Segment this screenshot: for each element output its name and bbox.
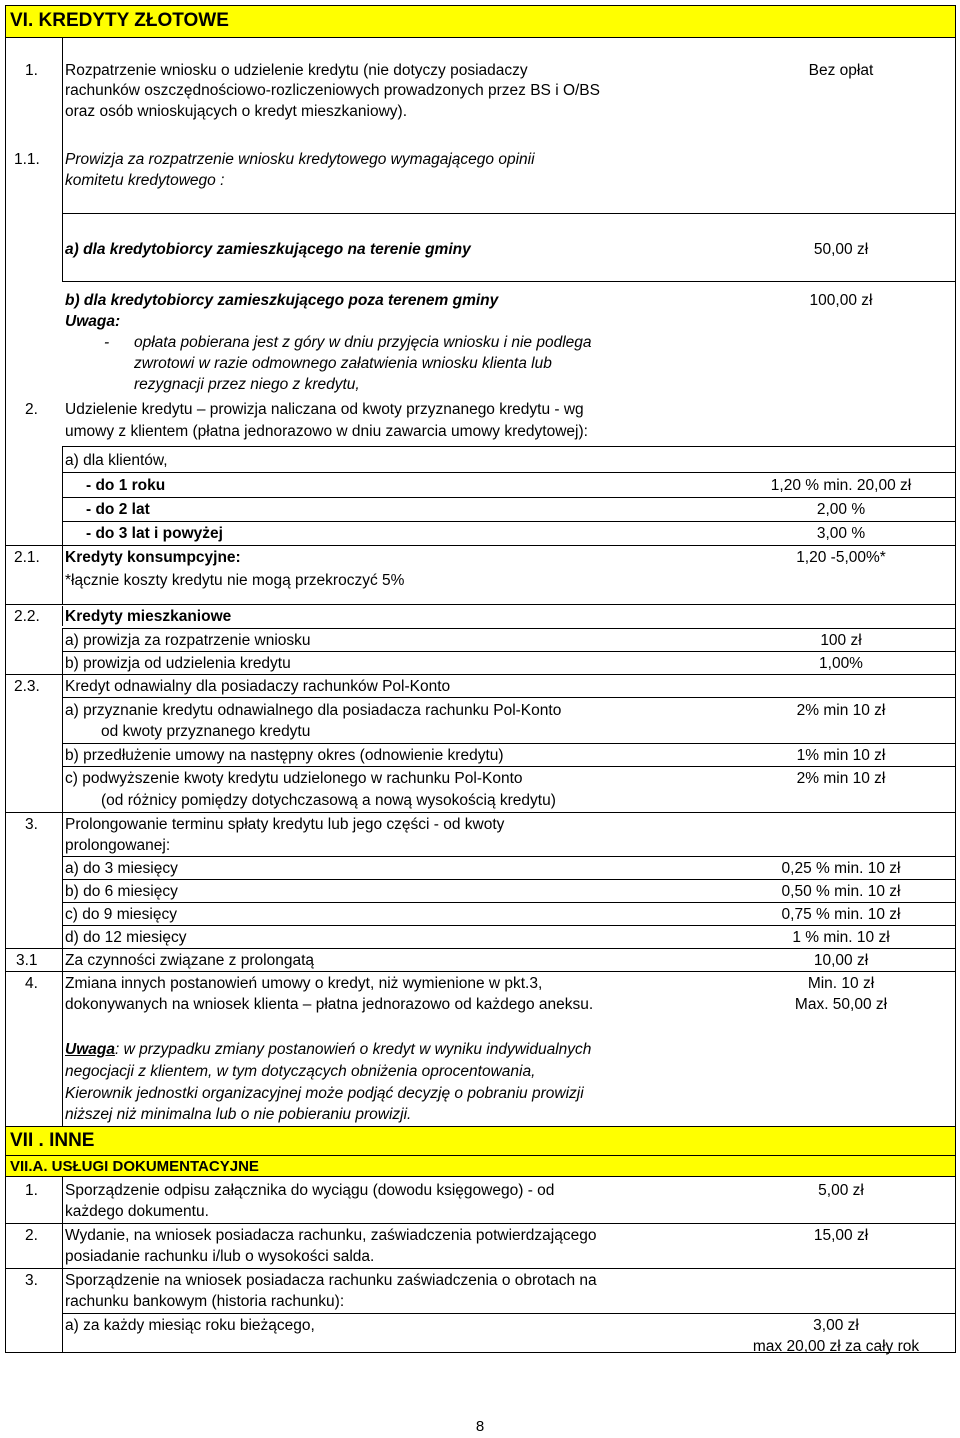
- item-text: b) do 6 miesięcy: [65, 883, 178, 900]
- fee-value: 1,20 % min. 20,00 zł: [770, 477, 912, 494]
- subsection-header: [6, 1155, 955, 1177]
- item-text: c) podwyższenie kwoty kredytu udzielonego w rachunku Pol-Konto: [65, 770, 523, 787]
- fee-value: max 20,00 zł za cały rok: [752, 1338, 920, 1355]
- item-text: posiadanie rachunku i/lub o wysokości salda.: [65, 1248, 375, 1265]
- fee-table: [5, 5, 956, 1353]
- footnote: Uwaga: w przypadku zmiany postanowień o kredyt w wyniku indywidualnych: [65, 1041, 592, 1058]
- fee-value: Max. 50,00 zł: [794, 996, 888, 1013]
- section-title: VI. KREDYTY ZŁOTOWE: [10, 10, 229, 31]
- note-label: Uwaga:: [65, 313, 121, 330]
- item-text: Udzielenie kredytu – prowizja naliczana od kwoty przyznanego kredytu - wg: [65, 401, 584, 418]
- fee-value: 10,00 zł: [813, 952, 869, 969]
- item-text: Kredyty konsumpcyjne:: [65, 549, 241, 566]
- item-text: - do 2 lat: [86, 501, 150, 518]
- item-text: Sporządzenie odpisu załącznika do wyciągu (dowodu księgowego) - od: [65, 1182, 555, 1199]
- item-text: komitetu kredytowego :: [65, 172, 225, 189]
- fee-value: 0,25 % min. 10 zł: [781, 860, 901, 877]
- item-text: Rozpatrzenie wniosku o udzielenie kredytu (nie dotyczy posiadaczy: [65, 62, 528, 79]
- item-text: dokonywanych na wniosek klienta – płatna jednorazowo od każdego aneksu.: [65, 996, 594, 1013]
- fee-value: 100,00 zł: [809, 292, 873, 309]
- fee-value: 3,00 zł: [813, 1317, 859, 1334]
- fee-value: 50,00 zł: [813, 241, 869, 258]
- item-text: Kredyty mieszkaniowe: [65, 608, 232, 625]
- item-text: a) prowizja za rozpatrzenie wniosku: [65, 632, 311, 649]
- item-text: Sporządzenie na wniosek posiadacza rachunku zaświadczenia o obrotach na: [65, 1272, 597, 1289]
- note-text: rezygnacji przez niego z kredytu,: [134, 376, 360, 393]
- item-text: Zmiana innych postanowień umowy o kredyt, niż wymienione w pkt.3,: [65, 975, 543, 992]
- item-text: od kwoty przyznanego kredytu: [101, 723, 311, 740]
- item-text: b) dla kredytobiorcy zamieszkującego poza terenem gminy: [65, 292, 499, 309]
- fee-value: 1% min 10 zł: [796, 747, 886, 764]
- footnote: negocjacji z klientem, w tym dotyczących obniżenia oprocentowania,: [65, 1063, 536, 1080]
- item-number: 1.1.: [14, 151, 40, 168]
- item-number: 3.: [25, 816, 38, 833]
- item-text: oraz osób wnioskujących o kredyt mieszkaniowy).: [65, 103, 407, 120]
- item-text: (od różnicy pomiędzy dotychczasową a nową wysokością kredytu): [101, 792, 556, 809]
- item-text: b) przedłużenie umowy na następny okres (odnowienie kredytu): [65, 747, 504, 764]
- item-text: - do 3 lat i powyżej: [86, 525, 223, 542]
- item-text: umowy z klientem (płatna jednorazowo w dniu zawarcia umowy kredytowej):: [65, 423, 588, 440]
- item-text: b) prowizja od udzielenia kredytu: [65, 655, 291, 672]
- footnote: niższej niż minimalna lub o nie pobieraniu prowizji.: [65, 1106, 412, 1123]
- item-text: a) przyznanie kredytu odnawialnego dla posiadacza rachunku Pol-Konto: [65, 702, 562, 719]
- item-text: a) dla klientów,: [65, 452, 168, 469]
- item-number: 2.2.: [14, 608, 40, 625]
- item-text: *łącznie koszty kredytu nie mogą przekroczyć 5%: [65, 572, 405, 589]
- fee-value: 2% min 10 zł: [796, 702, 886, 719]
- item-number: 2.3.: [14, 678, 40, 695]
- item-number: 2.: [25, 401, 38, 418]
- column-divider: [62, 606, 63, 626]
- item-number: 4.: [25, 975, 38, 992]
- fee-value: 3,00 %: [816, 525, 866, 542]
- note-text: zwrotowi w razie odmownego załatwienia wniosku klienta lub: [134, 355, 552, 372]
- fee-value: 0,75 % min. 10 zł: [781, 906, 901, 923]
- footnote: Kierownik jednostki organizacyjnej może podjąć decyzję o pobraniu prowizji: [65, 1085, 584, 1102]
- fee-value: 2,00 %: [816, 501, 866, 518]
- section-header: [6, 6, 955, 38]
- item-number: 1.: [25, 1182, 38, 1199]
- item-number: 1.: [25, 62, 38, 79]
- page-number: 8: [475, 1418, 485, 1435]
- item-text: Kredyt odnawialny dla posiadaczy rachunków Pol-Konto: [65, 678, 451, 695]
- item-text: rachunków oszczędnościowo-rozliczeniowych prowadzonych przez BS i O/BS: [65, 82, 600, 99]
- item-text: - do 1 roku: [86, 477, 166, 494]
- fee-value: Min. 10 zł: [807, 975, 875, 992]
- fee-value: 1,00%: [819, 655, 863, 672]
- note-dash: -: [104, 334, 110, 351]
- item-text: Prolongowanie terminu spłaty kredytu lub jego części - od kwoty: [65, 816, 505, 833]
- fee-value: 0,50 % min. 10 zł: [781, 883, 901, 900]
- fee-value: 1,20 -5,00%*: [796, 549, 886, 566]
- fee-value: 1 % min. 10 zł: [792, 929, 890, 946]
- item-text: c) do 9 miesięcy: [65, 906, 177, 923]
- item-text: a) dla kredytobiorcy zamieszkującego na terenie gminy: [65, 241, 471, 258]
- item-text: Za czynności związane z prolongatą: [65, 952, 314, 969]
- fee-value: 5,00 zł: [818, 1182, 864, 1199]
- item-number: 3.: [25, 1272, 38, 1289]
- fee-value: 15,00 zł: [813, 1227, 869, 1244]
- item-number: 2.1.: [14, 549, 40, 566]
- fee-value: 2% min 10 zł: [796, 770, 886, 787]
- item-text: rachunku bankowym (historia rachunku):: [65, 1293, 345, 1310]
- item-text: a) za każdy miesiąc roku bieżącego,: [65, 1317, 315, 1334]
- item-text: Wydanie, na wniosek posiadacza rachunku, zaświadczenia potwierdzającego: [65, 1227, 597, 1244]
- section-header: [6, 1126, 955, 1156]
- subsection-title: VII.A. USŁUGI DOKUMENTACYJNE: [10, 1158, 259, 1175]
- column-divider: [62, 38, 63, 218]
- fee-value: Bez opłat: [808, 62, 874, 79]
- item-text: d) do 12 miesięcy: [65, 929, 187, 946]
- item-number: 3.1: [16, 952, 38, 969]
- item-text: każdego dokumentu.: [65, 1203, 209, 1220]
- section-title: VII . INNE: [10, 1130, 95, 1151]
- fee-value: 100 zł: [820, 632, 862, 649]
- item-number: 2.: [25, 1227, 38, 1244]
- item-text: a) do 3 miesięcy: [65, 860, 178, 877]
- item-text: Prowizja za rozpatrzenie wniosku kredytowego wymagającego opinii: [65, 151, 535, 168]
- note-text: opłata pobierana jest z góry w dniu przyjęcia wniosku i nie podlega: [134, 334, 592, 351]
- item-text: prolongowanej:: [65, 837, 171, 854]
